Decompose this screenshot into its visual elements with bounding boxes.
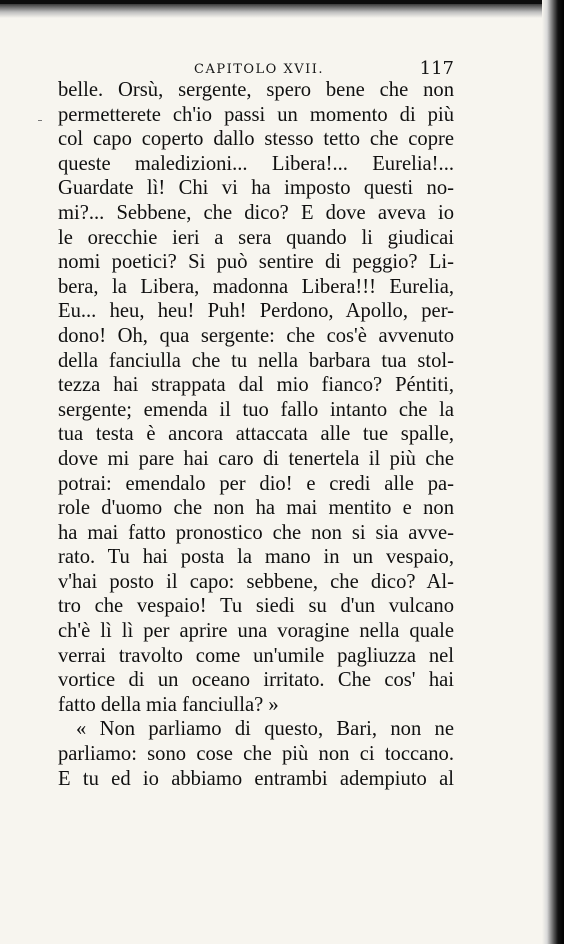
text-line: ha mai fatto pronostico che non si sia avve- [58,521,454,544]
text-line: vortice di un oceano irritato. Che cos' hai [58,669,454,692]
margin-mark [38,120,42,121]
text-line: belle. Orsù, sergente, spero bene che non [58,79,454,101]
text-line: v'hai posto il capo: sebbene, che dico? Al- [58,570,454,593]
text-line: col capo coperto dallo stesso tetto che copre [58,128,454,151]
text-line: nomi poetici? Si può sentire di peggio? Li- [58,251,454,274]
running-head: CAPITOLO XVII. [194,62,325,77]
text-line: tua testa è ancora attaccata alle tue spalle, [58,423,454,446]
text-line: fatto della mia fanciulla? » [58,693,279,716]
text-line: role d'uomo che non ha mai mentito e non [58,497,454,520]
text-line: verrai travolto come un'umile pagliuzza nel [58,644,454,667]
text-line: parliamo: sono cose che più non ci toccano. [58,743,454,766]
scan-top-edge [0,0,564,18]
text-line: della fanciulla che tu nella barbara tua stol- [58,349,454,372]
text-line: Eu... heu, heu! Puh! Perdono, Apollo, per- [58,300,454,323]
text-line: dono! Oh, qua sergente: che cos'è avvenuto [58,324,454,347]
text-line: rato. Tu hai posta la mano in un vespaio, [58,546,454,569]
text-line: ch'è lì lì per aprire una voragine nella quale [58,620,454,643]
text-line: dove mi pare hai caro di tenertela il più che [58,447,454,470]
page-number: 117 [419,58,454,79]
text-line: permetterete ch'io passi un momento di più [58,103,454,126]
text-line: mi?... Sebbene, che dico? E dove aveva io [58,201,454,224]
text-line: tezza hai strappata dal mio fianco? Péntiti, [58,374,454,397]
text-line: sergente; emenda il tuo fallo intanto che la [58,398,454,421]
text-line: tro che vespaio! Tu siedi su d'un vulcano [58,595,454,618]
scan-right-edge [542,0,564,944]
text-line: le orecchie ieri a sera quando li giudicai [58,226,454,249]
text-line: Guardate lì! Chi vi ha imposto questi no- [58,177,454,200]
text-line: E tu ed io abbiamo entrambi adempiuto al [58,767,454,790]
text-line: queste maledizioni... Libera!... Eurelia!... [58,152,454,175]
text-line: bera, la Libera, madonna Libera!!! Eurelia, [58,275,454,298]
body-text [58,78,454,791]
text-line: potrai: emendalo per dio! e credi alle pa- [58,472,454,495]
text-line: « Non parliamo di questo, Bari, non ne [76,718,454,741]
